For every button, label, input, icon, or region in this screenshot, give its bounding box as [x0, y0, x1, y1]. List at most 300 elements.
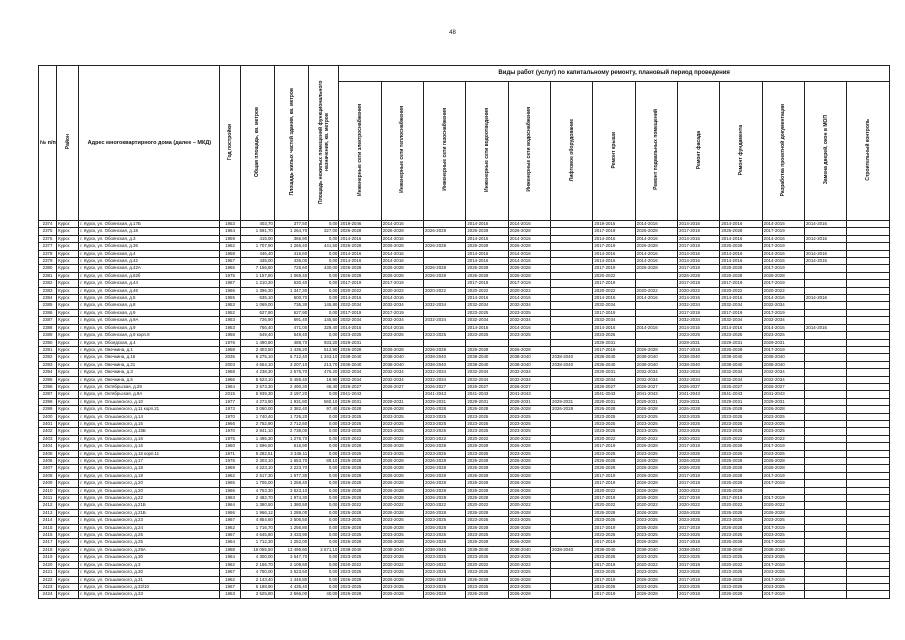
table-cell: 2023-2025 [635, 532, 677, 539]
table-cell: 2026-2028 [720, 465, 762, 472]
table-cell: 2026-2027 [635, 383, 677, 390]
table-cell: 2032-2034 [339, 369, 381, 376]
table-cell: 2 303,10 [240, 458, 274, 465]
table-cell: 2026-2028 [424, 524, 466, 531]
table-cell [551, 435, 593, 442]
table-cell: 0,00 [309, 502, 339, 509]
table-cell: 2026-2028 [508, 443, 550, 450]
table-cell: 2014-2016 [804, 221, 846, 228]
table-cell: 1 677,30 [274, 472, 308, 479]
table-cell: 3 506,50 [274, 517, 308, 524]
table-cell: 2029-2031 [551, 398, 593, 405]
table-cell: 2026-2028 [424, 480, 466, 487]
table-cell: 1971 [220, 450, 240, 457]
table-cell: 2014-2016 [593, 295, 635, 302]
table-cell: 0,00 [309, 576, 339, 583]
table-cell: 1 266,40 [274, 243, 308, 250]
table-cell: Курск [57, 309, 79, 316]
table-cell: 2032-2034 [381, 302, 423, 309]
table-cell: 2015 [220, 391, 240, 398]
table-cell: 2023-2025 [381, 428, 423, 435]
table-cell: 2026-2028 [381, 591, 423, 598]
table-cell [551, 369, 593, 376]
table-cell: 2041-2043 [424, 391, 466, 398]
table-row [39, 221, 890, 228]
table-cell: 2017-2019 [593, 495, 635, 502]
table-cell: 1960 [220, 443, 240, 450]
table-cell: 2026-2028 [678, 406, 720, 413]
table-cell [635, 339, 677, 346]
table-cell: 2026-2028 [466, 487, 508, 494]
table-cell: 0,00 [309, 420, 339, 427]
table-cell: 2020-2022 [635, 435, 677, 442]
table-cell: 2026-2028 [339, 576, 381, 583]
table-cell: 2026-2028 [635, 265, 677, 272]
table-cell: 2375 [39, 228, 57, 235]
table-cell [551, 539, 593, 546]
table-cell: Курск [57, 517, 79, 524]
col-district-header: Район [57, 66, 79, 221]
table-cell: 4 238,30 [240, 369, 274, 376]
table-cell: 2020-2022 [762, 502, 804, 509]
table-cell: 2032-2034 [762, 376, 804, 383]
table-cell: 2023-2025 [339, 532, 381, 539]
table-cell: 2023-2025 [381, 532, 423, 539]
table-cell: 2023-2025 [762, 420, 804, 427]
table-cell: 2023-2025 [678, 583, 720, 590]
table-cell: 2038-2040 [381, 354, 423, 361]
table-cell: 1957 [220, 258, 240, 265]
table-cell: 2026-2027 [381, 383, 423, 390]
table-cell: 2020-2022 [339, 502, 381, 509]
table-cell: 0,00 [309, 280, 339, 287]
table-cell: 2403 [39, 435, 57, 442]
table-cell: 4 654,10 [240, 361, 274, 368]
table-cell: г. Курск, ул. Ольшанского, д.15Б [79, 428, 220, 435]
table-cell: 1 591,70 [240, 228, 274, 235]
table-cell: 1 380,50 [274, 502, 308, 509]
table-cell [804, 472, 846, 479]
table-cell: 2014-2016 [508, 295, 550, 302]
table-cell: 2023-2025 [424, 420, 466, 427]
table-cell: 2026-2028 [424, 228, 466, 235]
table-cell: 2026-2028 [339, 265, 381, 272]
table-cell: г. Курск, ул. Ольшанского, д.25 [79, 532, 220, 539]
table-cell: 2020-2022 [424, 287, 466, 294]
table-cell [847, 295, 890, 302]
table-cell: 2023-2025 [720, 532, 762, 539]
table-cell: 2026-2028 [508, 576, 550, 583]
table-cell: 0,00 [309, 309, 339, 316]
table-cell [381, 339, 423, 346]
table-cell: 2038-2040 [762, 354, 804, 361]
table-row [39, 235, 890, 242]
table-cell: 2038-2040 [593, 546, 635, 553]
table-cell [551, 243, 593, 250]
table-cell: 2 566,00 [274, 591, 308, 598]
table-cell [804, 280, 846, 287]
table-cell: 2023-2025 [381, 517, 423, 524]
table-cell: 2020-2022 [508, 561, 550, 568]
table-cell: г. Курск, ул. Обоянская, д.4 [79, 250, 220, 257]
table-cell: 2032-2034 [635, 376, 677, 383]
table-row [39, 369, 890, 376]
table-cell: 2017-2019 [593, 243, 635, 250]
table-cell: 2014-2016 [508, 258, 550, 265]
table-cell [804, 509, 846, 516]
table-cell: 0,00 [309, 443, 339, 450]
table-cell: 2026-2028 [381, 243, 423, 250]
table-cell: 2020-2022 [720, 435, 762, 442]
table-cell: 2026-2028 [424, 265, 466, 272]
table-cell: 2026-2027 [762, 383, 804, 390]
table-cell: 2032-2034 [508, 317, 550, 324]
table-cell: 2414 [39, 517, 57, 524]
table-cell: 2020-2022 [424, 561, 466, 568]
table-cell: 2023-2025 [424, 583, 466, 590]
table-cell: 2026-2028 [466, 346, 508, 353]
table-cell: 2026-2027 [508, 383, 550, 390]
table-cell: 1970 [220, 413, 240, 420]
table-cell [424, 280, 466, 287]
table-cell: 2038-2040 [635, 361, 677, 368]
table-cell: 2026-2027 [466, 383, 508, 390]
table-cell: 2032-2034 [339, 376, 381, 383]
table-cell: 1966 [220, 420, 240, 427]
table-cell: 2032-2034 [508, 302, 550, 309]
table-cell: 2026-2028 [466, 480, 508, 487]
table-cell: Курск [57, 354, 79, 361]
table-cell: 2026-2028 [678, 465, 720, 472]
table-cell [847, 576, 890, 583]
table-cell: 2029-2031 [762, 398, 804, 405]
table-cell: 2017-2019 [593, 265, 635, 272]
table-row [39, 287, 890, 294]
table-cell [804, 495, 846, 502]
table-cell [804, 524, 846, 531]
table-cell [551, 509, 593, 516]
table-cell: 2014-2016 [720, 295, 762, 302]
table-cell [847, 317, 890, 324]
table-cell: 2381 [39, 272, 57, 279]
table-cell: 3 547,70 [274, 554, 308, 561]
table-cell: 2017-2019 [678, 539, 720, 546]
table-cell: 4 645,80 [240, 532, 274, 539]
table-cell: 2029-2031 [678, 339, 720, 346]
table-cell: 2017-2019 [762, 480, 804, 487]
table-cell: 2026-2028 [339, 539, 381, 546]
table-cell: 0,00 [309, 250, 339, 257]
table-cell [551, 383, 593, 390]
table-row [39, 495, 890, 502]
table-cell: 2026-2028 [508, 346, 550, 353]
table-cell: 2014-2016 [339, 258, 381, 265]
table-cell: Курск [57, 502, 79, 509]
table-cell [804, 487, 846, 494]
table-cell: 2 482,70 [240, 495, 274, 502]
table-cell: 2026-2028 [678, 509, 720, 516]
table-cell: 2026-2028 [508, 487, 550, 494]
table-cell: 1 931,80 [274, 398, 308, 405]
table-cell [635, 302, 677, 309]
col-address-header: Адрес многоквартирного дома (далее – МКД) [79, 66, 220, 221]
table-cell [847, 287, 890, 294]
table-cell: 2023-2025 [678, 428, 720, 435]
table-cell [847, 221, 890, 228]
table-cell: 2026-2028 [720, 591, 762, 598]
table-cell: 2023-2025 [339, 569, 381, 576]
table-cell [804, 532, 846, 539]
table-cell: 2026-2027 [593, 383, 635, 390]
table-cell: 2014-2016 [635, 324, 677, 331]
table-cell: 2038-2040 [762, 361, 804, 368]
table-cell: 2023-2025 [762, 332, 804, 339]
table-cell: 2017-2019 [678, 346, 720, 353]
table-cell: 2038-2040 [508, 361, 550, 368]
table-cell: 2017-2019 [339, 309, 381, 316]
table-cell: 2038-2040 [466, 361, 508, 368]
table-cell: 2 712,60 [274, 420, 308, 427]
table-cell: 2038-2040 [720, 354, 762, 361]
table-cell: 366,90 [274, 235, 308, 242]
table-cell: 616,90 [274, 443, 308, 450]
table-cell: 2026-2028 [762, 272, 804, 279]
table-row [39, 406, 890, 413]
table-cell: г. Курск, ул. Октябрьская, д.29 [79, 383, 220, 390]
table-cell: 0,00 [309, 561, 339, 568]
table-cell: 2041-2043 [635, 391, 677, 398]
table-cell [847, 428, 890, 435]
table-cell: г. Курск, ул. Обоянская, д.42А [79, 265, 220, 272]
table-cell: 2014-2016 [762, 221, 804, 228]
table-cell: 2017-2019 [678, 243, 720, 250]
table-cell: 0,00 [309, 272, 339, 279]
table-cell: 2026-2028 [762, 406, 804, 413]
table-cell: 2026-2028 [381, 524, 423, 531]
table-cell: 2026-2028 [339, 591, 381, 598]
table-cell [847, 309, 890, 316]
table-cell: 0,00 [309, 435, 339, 442]
table-cell: г. Курск, ул. Обоянская, д.9 корп.8 [79, 332, 220, 339]
table-cell: 2023-2025 [466, 428, 508, 435]
table-cell: 2026-2028 [508, 265, 550, 272]
table-cell [847, 472, 890, 479]
table-cell: 3 523,50 [274, 569, 308, 576]
table-cell: 2023-2025 [466, 309, 508, 316]
table-cell [804, 398, 846, 405]
table-cell: 2023-2025 [466, 517, 508, 524]
table-cell [804, 428, 846, 435]
table-cell: 2038-2040 [551, 361, 593, 368]
table-cell [804, 287, 846, 294]
table-cell: 2374 [39, 221, 57, 228]
table-cell [551, 391, 593, 398]
table-cell [804, 539, 846, 546]
table-cell [551, 569, 593, 576]
table-cell: 2023-2025 [635, 517, 677, 524]
table-cell: г. Курск, ул. Ольшанского, д.10 [79, 398, 220, 405]
table-row [39, 280, 890, 287]
table-cell [804, 376, 846, 383]
table-cell [804, 383, 846, 390]
table-cell: 1 490,80 [240, 339, 274, 346]
table-cell [847, 413, 890, 420]
table-cell [804, 576, 846, 583]
table-cell: 2026-2028 [424, 346, 466, 353]
table-cell: 2026-2028 [720, 458, 762, 465]
table-cell: 2014-2016 [593, 250, 635, 257]
table-cell: 2017-2019 [762, 591, 804, 598]
table-cell [551, 561, 593, 568]
table-cell: 2032-2034 [381, 317, 423, 324]
table-cell: 2014-2016 [678, 221, 720, 228]
table-cell [804, 517, 846, 524]
table-cell: 2014-2016 [508, 221, 550, 228]
table-cell: 435,00 [274, 258, 308, 265]
table-row [39, 509, 890, 516]
table-cell: 2029-2031 [466, 398, 508, 405]
table-cell [804, 591, 846, 598]
table-cell: 2032-2034 [424, 302, 466, 309]
table-cell: 1958 [220, 250, 240, 257]
table-cell: Курск [57, 302, 79, 309]
table-cell: 2032-2034 [424, 369, 466, 376]
table-cell: 2023-2025 [424, 569, 466, 576]
table-cell: 2026-2028 [720, 406, 762, 413]
work-header: Ремонт подвальных помещений [635, 82, 677, 221]
table-cell: 2014-2016 [804, 258, 846, 265]
table-cell: г. Курск, ул. Ольшанского, д.14 [79, 413, 220, 420]
table-cell: 2026-2028 [466, 472, 508, 479]
table-cell [551, 458, 593, 465]
table-cell: 2032-2034 [339, 302, 381, 309]
table-cell: 1952 [220, 309, 240, 316]
table-cell [847, 354, 890, 361]
table-cell: 0,00 [309, 258, 339, 265]
table-cell: 2029-2031 [424, 398, 466, 405]
table-cell [847, 406, 890, 413]
table-cell [847, 450, 890, 457]
table-cell [804, 480, 846, 487]
table-cell: г. Курск, ул. Ольшанского, д.17 [79, 458, 220, 465]
table-cell: 377,50 [274, 221, 308, 228]
table-cell [847, 509, 890, 516]
table-cell [551, 302, 593, 309]
table-row [39, 517, 890, 524]
table-cell: 1962 [220, 472, 240, 479]
table-cell: Курск [57, 221, 79, 228]
table-cell: 2038-2040 [678, 546, 720, 553]
table-cell: 2020-2022 [593, 487, 635, 494]
table-cell: 2023-2025 [508, 428, 550, 435]
table-row [39, 458, 890, 465]
table-cell: 1 716,70 [240, 524, 274, 531]
table-cell: 2026-2028 [381, 509, 423, 516]
table-cell: 2014-2016 [466, 324, 508, 331]
table-cell: 2038-2040 [466, 354, 508, 361]
table-cell [847, 250, 890, 257]
table-cell: 2038-2040 [424, 546, 466, 553]
table-cell: 2017-2019 [678, 480, 720, 487]
table-row [39, 228, 890, 235]
table-cell: 600,70 [274, 295, 308, 302]
table-cell: 2023-2025 [678, 517, 720, 524]
table-cell [847, 443, 890, 450]
table-cell: 2026-2028 [720, 472, 762, 479]
table-cell [847, 532, 890, 539]
table-cell: 2014-2016 [593, 258, 635, 265]
table-cell [804, 354, 846, 361]
table-cell: 2023-2025 [593, 569, 635, 576]
table-cell: 2032-2034 [466, 302, 508, 309]
table-row [39, 317, 890, 324]
table-cell [551, 420, 593, 427]
table-cell: 2029-2031 [593, 339, 635, 346]
table-cell: 2029-2031 [678, 398, 720, 405]
table-row [39, 532, 890, 539]
table-cell: г. Курск, ул. Ольшанского, д.31 [79, 576, 220, 583]
table-cell: 2026-2028 [720, 346, 762, 353]
table-row [39, 443, 890, 450]
table-cell: 2388 [39, 324, 57, 331]
table-cell: 5 939,30 [240, 391, 274, 398]
table-row [39, 398, 890, 405]
table-cell: г. Курск, ул. Ольшанского, д.24 [79, 524, 220, 531]
work-header: Разработка проектной документации [762, 82, 804, 221]
table-cell [804, 546, 846, 553]
table-cell: 2017-2019 [678, 591, 720, 598]
table-cell: Курск [57, 243, 79, 250]
table-cell: 2026-2028 [508, 509, 550, 516]
table-cell: 2026-2028 [424, 487, 466, 494]
table-cell: 2038-2040 [678, 354, 720, 361]
table-cell: 2026-2028 [508, 524, 550, 531]
table-cell: 2017-2019 [678, 524, 720, 531]
table-cell: 2376 [39, 235, 57, 242]
table-cell: 2041-2043 [762, 391, 804, 398]
table-cell: 2020-2022 [678, 287, 720, 294]
table-cell [551, 295, 593, 302]
table-cell: 2026-2028 [762, 509, 804, 516]
table-cell: 488,70 [274, 339, 308, 346]
table-cell: Курск [57, 376, 79, 383]
table-cell: 2023-2025 [424, 428, 466, 435]
table-cell: 2036-2040 [593, 361, 635, 368]
table-cell: 2026-2028 [635, 591, 677, 598]
table-cell: 2038-2040 [593, 354, 635, 361]
table-cell: 2023-2025 [678, 450, 720, 457]
table-cell: 2017-2019 [678, 495, 720, 502]
table-cell: г. Курск, ул. Ольшанского, д.20 [79, 487, 220, 494]
table-cell: 2407 [39, 465, 57, 472]
table-cell: 4 300,00 [240, 554, 274, 561]
table-cell: 2026-2028 [339, 487, 381, 494]
table-cell: г. Курск, ул. Обоянская, д.5 [79, 295, 220, 302]
table-cell [551, 524, 593, 531]
table-cell: 2017-2019 [593, 480, 635, 487]
table-cell: 2026-2028 [466, 228, 508, 235]
table-cell: 1953 [220, 302, 240, 309]
table-row [39, 250, 890, 257]
table-cell: 2014-2016 [339, 235, 381, 242]
table-cell: 2391 [39, 346, 57, 353]
table-cell: 2017-2019 [466, 280, 508, 287]
table-cell: 2397 [39, 391, 57, 398]
table-cell [424, 235, 466, 242]
table-cell: Курск [57, 280, 79, 287]
table-cell: Курск [57, 583, 79, 590]
table-cell: 630,40 [274, 280, 308, 287]
